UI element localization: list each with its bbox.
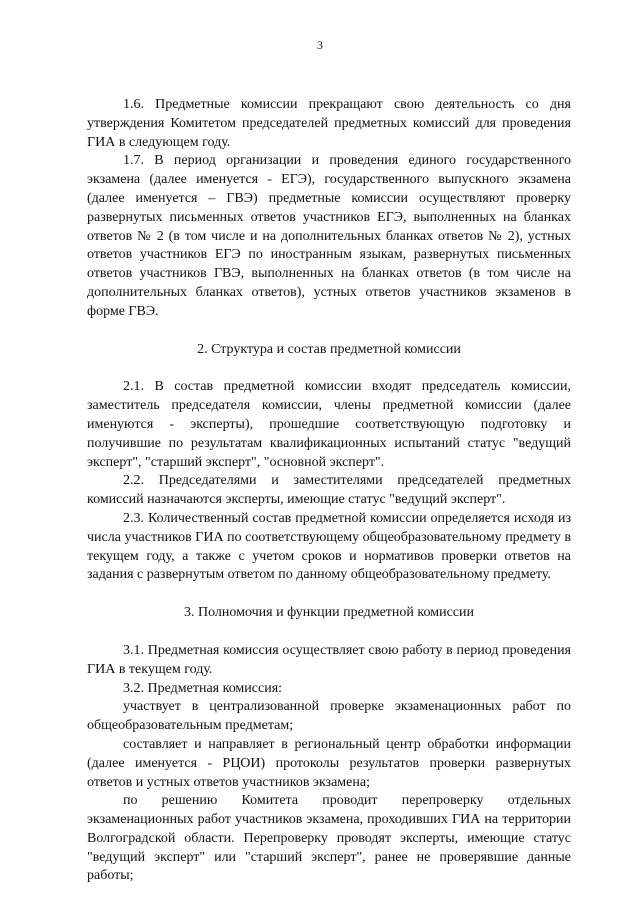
paragraph-3-2: 3.2. Предметная комиссия:	[123, 680, 283, 696]
paragraph-2-3: 2.3. Количественный состав предметной комиссии определяется исходя из числа участников ГИА по соответствующему общеобразовательному предмету в текущем году, а также с учетом сроков и нормативов проверки ответов на задания с развернутым ответом по данному общеобразовательному предмету.	[87, 510, 571, 583]
paragraph-1-7: 1.7. В период организации и проведения единого государственного экзамена (далее именуется - ЕГЭ), государственного выпускного экзамена (далее именуется – ГВЭ) предметные комиссии осуществляют проверку развернутых письменных ответов участников ЕГЭ, выполненных на бланках ответов № 2 (в том числе и на дополнительных бланках ответов № 2), устных ответов участников ЕГЭ по иностранным языкам, развернутых письменных ответов участников ГВЭ, выполненных на бланках ответов (в том числе на дополнительных бланках ответов), устных ответов участников экзаменов в форме ГВЭ.	[87, 153, 571, 319]
paragraph-3-2-item-1: участвует в централизованной проверке экзаменационных работ по общеобразовательным предметам;	[87, 699, 571, 734]
paragraph-1-6: 1.6. Предметные комиссии прекращают свою деятельность со дня утверждения Комитетом председателей предметных комиссий для проведения ГИА в следующем году.	[87, 97, 571, 150]
paragraph-3-2-item-2: составляет и направляет в региональный центр обработки информации (далее именуется - РЦОИ) протоколы результатов проверки развернутых ответов и устных ответов участников экзамена;	[87, 736, 571, 790]
paragraph-3-1: 3.1. Предметная комиссия осуществляет свою работу в период проведения ГИА в текущем году.	[87, 642, 571, 677]
section-2-heading: 2. Структура и состав предметной комиссии	[197, 341, 461, 357]
section-3-heading: 3. Полномочия и функции предметной комиссии	[183, 605, 474, 621]
paragraph-2-2: 2.2. Председателями и заместителями председателей предметных комиссий назначаются эксперты, имеющие статус "ведущий эксперт".	[87, 473, 571, 508]
page-number: 3	[317, 38, 323, 52]
paragraph-2-1: 2.1. В состав предметной комиссии входят председатель комиссии, заместитель председателя комиссии, члены предметной комиссии (далее именуются - эксперты), прошедшие соответствующую подготовку и получившие по результатам квалификационных испытаний статус "ведущий эксперт", "старший эксперт", "основной эксперт".	[87, 379, 571, 470]
paragraph-3-2-item-3: по решению Комитета проводит перепроверку отдельных экзаменационных работ участников экзамена, проходивших ГИА на территории Волгоградской области. Перепроверку проводят эксперты, имеющие статус "ведущий эксперт" или "старший эксперт", ранее не проверявшие данные работы;	[87, 793, 571, 884]
document-body	[87, 96, 571, 886]
